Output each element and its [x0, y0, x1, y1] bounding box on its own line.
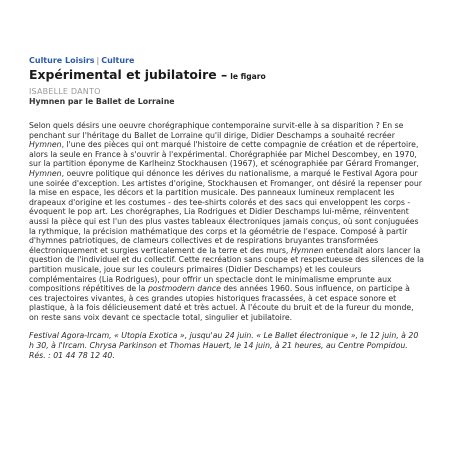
- body-paragraph: [29, 121, 425, 322]
- body-text-segment: entendait alors lancer la question de l'individuel et du collectif. Cette recréation sans coupe et respectueuse des silences de la partition musicale, joue sur les couleurs primaires (Didier Deschamps) et les couleurs complémentaires (Lia Rodrigues), pour offrir un spectacle dont le minimalisme emprunte aux compositions répétitives de la: [29, 245, 425, 294]
- article: [29, 56, 425, 360]
- headline-title: Expérimental et jubilatoire –: [29, 67, 228, 82]
- article-headline: [29, 67, 425, 84]
- article-subtitle: Hymnen par le Ballet de Lorraine: [29, 97, 175, 106]
- article-body: [29, 121, 425, 360]
- category-breadcrumb: [29, 56, 425, 66]
- event-listing: Festival Agora-Ircam, « Utopia Exotica », jusqu'au 24 juin. « Le Ballet électronique », le 12 juin, à 20 h 30, à l'Ircam. Chrysa Parkinson et Thomas Hauert, le 14 juin, à 21 heures, au Centre Pompidou. Rés. : 01 44 78 12 40.: [29, 331, 419, 360]
- headline-source: le figaro: [230, 72, 266, 81]
- body-text-segment: Selon quels désirs une oeuvre chorégraphique contemporaine survit-elle à sa disparition ? En se penchant sur l'héritage du Ballet de Lorraine qu'il dirige, Didier Deschamps a souhaité recréer: [29, 121, 404, 140]
- body-text-segment: des années 1960. Sous influence, on participe à ces trajectoires vivantes, à ces grandes utopies historiques fracassées, à cet espace sonore et plastique, à la fois délicieusement daté et très actuel. À l'écoute du bruit et de la fureur du monde, on reste sans voix devant ce spectacle total, singulier et jubilatoire.: [29, 284, 414, 322]
- work-title: Hymnen: [29, 168, 62, 178]
- work-title: Hymnen: [29, 140, 62, 150]
- body-text-segment: , l'une des pièces qui ont marqué l'histoire de cette compagnie de création et de répertoire, alors la seule en France à s'ouvrir à l'expérimental. Chorégraphiée par Michel Descombey, en 1970, sur la partition éponyme de Karlheinz Stockhausen (1967), et scénographiée par Gérard Fromanger,: [29, 140, 419, 169]
- work-title: Hymnen: [290, 245, 324, 255]
- category-culture-link[interactable]: Culture: [101, 56, 135, 65]
- dance-style-term: postmodern dance: [147, 284, 221, 294]
- article-author: ISABELLE DANTO: [29, 87, 101, 96]
- category-separator: |: [96, 56, 100, 65]
- category-culture-loisirs-link[interactable]: Culture Loisirs: [29, 56, 95, 65]
- body-text-segment: , oeuvre politique qui dénonce les dérives du nationalisme, a marqué le Festival Agora pour une soirée d'exception. Les artistes d'origine, Stockhausen et Fromanger, ont désiré la repenser pour la mise en espace, les décors et la partition musicale. Des panneaux lumineux remplacent les drapeaux d'origine et les costumes - des tee-shirts colorés et des sacs qui enveloppent les corps - évoquent le pop art. Les chorégraphes, Lia Rodrigues et Didier Deschamps lui-même, réinventent aussi la pièce qui est l'un des plus vastes tableaux électroniques jamais conçus, où sont conjuguées la rythmique, la précision mathématique des corps et la géométrie de l'espace. Composé à partir d'hymnes patriotiques, de clameurs collectives et de respirations bruyantes transformées électroniquement et surgies verticalement de la terre et des murs,: [29, 168, 422, 255]
